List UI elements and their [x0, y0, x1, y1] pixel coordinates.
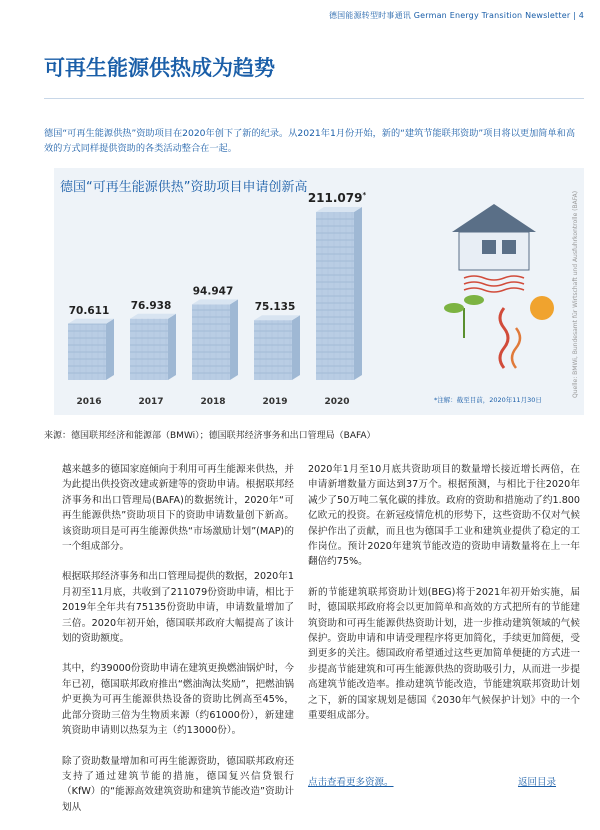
- body-paragraph: 越来越多的德国家庭倾向于利用可再生能源来供热，并为此提出供投资改建或新建等的资助申请。根据联邦经济事务和出口管理局(BAFA)的数据统计，2020年“可再生能源供热”资助项目下的资助申请数量创下新高。该资助项目是可再生能源供热“市场激励计划”(MAP)的一个组成部分。: [62, 464, 294, 553]
- category-label-2018: 2018: [200, 397, 226, 407]
- value-label-2019: 75.135: [254, 301, 296, 314]
- value-label-2017: 76.938: [130, 299, 172, 312]
- intro-paragraph: 德国“可再生能源供热”资助项目在2020年创下了新的纪录。从2021年1月份开始，新的“建筑节能联邦资助”项目将以更加简单和高效的方式同样提供资助的各类活动整合在一起。: [44, 128, 576, 154]
- category-label-2016: 2016: [76, 397, 102, 407]
- more-resources-link[interactable]: 点击查看更多资源。: [308, 777, 394, 788]
- chart-source-text: Quelle: BMWi, Bundesamt für Wirtschaft und Ausfuhrkontrolle (BAFA): [572, 190, 579, 398]
- value-label-2018: 94.947: [192, 285, 234, 298]
- chart-caption: *注解：截至目前，2020年11月30日: [434, 396, 542, 404]
- category-label-2017: 2017: [138, 397, 164, 407]
- body-paragraph: 新的节能建筑联邦资助计划(BEG)将于2021年初开始实施，届时，德国联邦政府将会以更加简单和高效的方式把所有的节能建筑资助和可再生能源供热资助计划，进一步推动建筑领域的气候保护。资助申请和申请受理程序将更加简化，手续更加简便，受到更多的关注。德国政府希望通过这些更加简单便捷的方式进一步提高节能建筑和可再生能源供热的资助吸引力，从而进一步提高建筑节能改造率。推动建筑节能改造，节能建筑联邦资助计划之下，新的国家规划是德国《2030年气候保护计划》中的一个重要组成部分。: [308, 586, 580, 722]
- newsletter-header: 德国能源转型时事通讯 German Energy Transition Newsletter | 4: [328, 11, 584, 20]
- body-paragraph: 除了资助数量增加和可再生能源资助，德国联邦政府还支持了通过建筑节能的措施，德国复兴信贷银行（KfW）的“能源高效建筑资助和建筑节能改造”资助计划从: [62, 755, 294, 813]
- bar-2020: [316, 207, 362, 380]
- body-paragraph: 根据联邦经济事务和出口管理局提供的数据，2020年1月初至11月底，共收到了211079份资助申请，相比于2019年全年共有75135份资助申请，申请数量增加了三倍。2020年初开始，德国联邦政府大幅提高了该计划的资助额度。: [62, 571, 294, 645]
- value-label-2020: 211.079*: [307, 191, 367, 205]
- body-paragraph: 其中，约39000份资助申请在建筑更换燃油锅炉时，今年已初，德国联邦政府推出“燃油淘汰奖励”，把燃油锅炉更换为可再生能源供热设备的资助比例高至45%，此部分资助三倍为生物质来源（约61000份），新建建筑资助申请则以热泵为主（约13000份）。: [62, 663, 294, 737]
- chart-panel: [54, 168, 584, 415]
- title-divider: [44, 98, 584, 99]
- body-paragraph: 2020年1月至10月底共资助项目的数量增长接近增长两倍，在申请新增数量方面达到37万个。根据预测，与相比于往2020年减少了50万吨二氧化碳的排放。政府的资助和措施动了约1.800亿欧元的投资。在新冠疫情危机的形势下，这些资助不仅对气候保护作出了贡献，而且也为德国手工业和建筑业提供了稳定的工作岗位。预计2020年建筑节能改造的资助申请数量将在上一年翻倍约75%。: [308, 464, 580, 568]
- body-column-left: [62, 462, 294, 830]
- page-title: 可再生能源供热成为趋势: [44, 56, 275, 80]
- bar-2019: [254, 315, 300, 380]
- bar-chart: [54, 168, 584, 415]
- source-note: 来源：德国联邦经济和能源部（BMWi）；德国联邦经济事务和出口管理局（BAFA）: [44, 431, 376, 441]
- category-label-2020: 2020: [324, 397, 350, 407]
- body-column-right: [308, 462, 580, 739]
- category-label-2019: 2019: [262, 397, 288, 407]
- bar-2018: [192, 299, 238, 380]
- chart-title: 德国“可再生能源供热”资助项目申请创新高: [60, 180, 308, 195]
- bar-2017: [130, 314, 176, 380]
- chart-source-credit: [570, 190, 580, 398]
- bar-2016: [68, 319, 114, 380]
- value-label-2016: 70.611: [68, 304, 110, 317]
- back-to-contents-link[interactable]: 返回目录: [518, 777, 557, 788]
- renewable-heat-illustration: [444, 204, 554, 368]
